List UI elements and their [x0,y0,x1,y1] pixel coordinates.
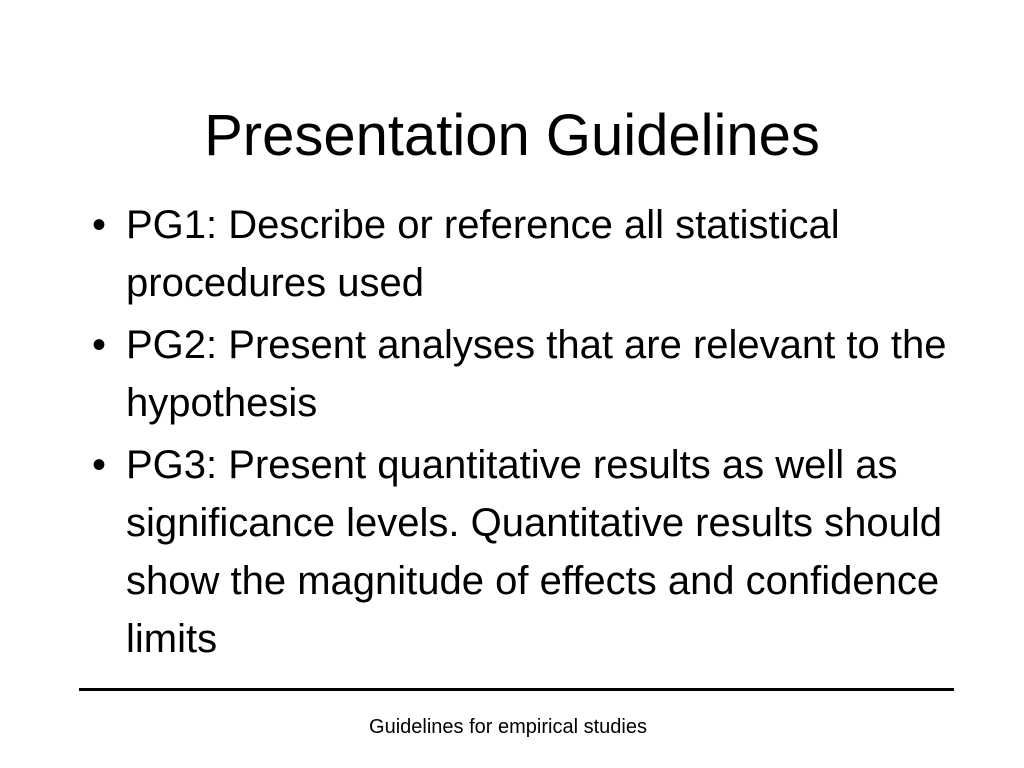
bullet-dot-icon: • [91,443,106,487]
bullet-text: PG3: Present quantitative results as well as significance levels. Quantitative results should show the magnitude of effects and confidence limits [126,443,942,661]
slide-title: Presentation Guidelines [204,103,820,168]
bullet-item-pg3 [84,436,964,668]
bullet-item-pg1 [84,196,964,312]
footer-text: Guidelines for empirical studies [369,716,647,738]
bullet-dot-icon: • [91,203,106,247]
bullet-dot-icon: • [91,323,106,367]
bullet-text: PG1: Describe or reference all statistical procedures used [126,203,840,305]
bullet-list [84,196,964,672]
bullet-item-pg2 [84,316,964,432]
bullet-text: PG2: Present analyses that are relevant to the hypothesis [126,323,947,425]
footer-divider [79,688,954,691]
